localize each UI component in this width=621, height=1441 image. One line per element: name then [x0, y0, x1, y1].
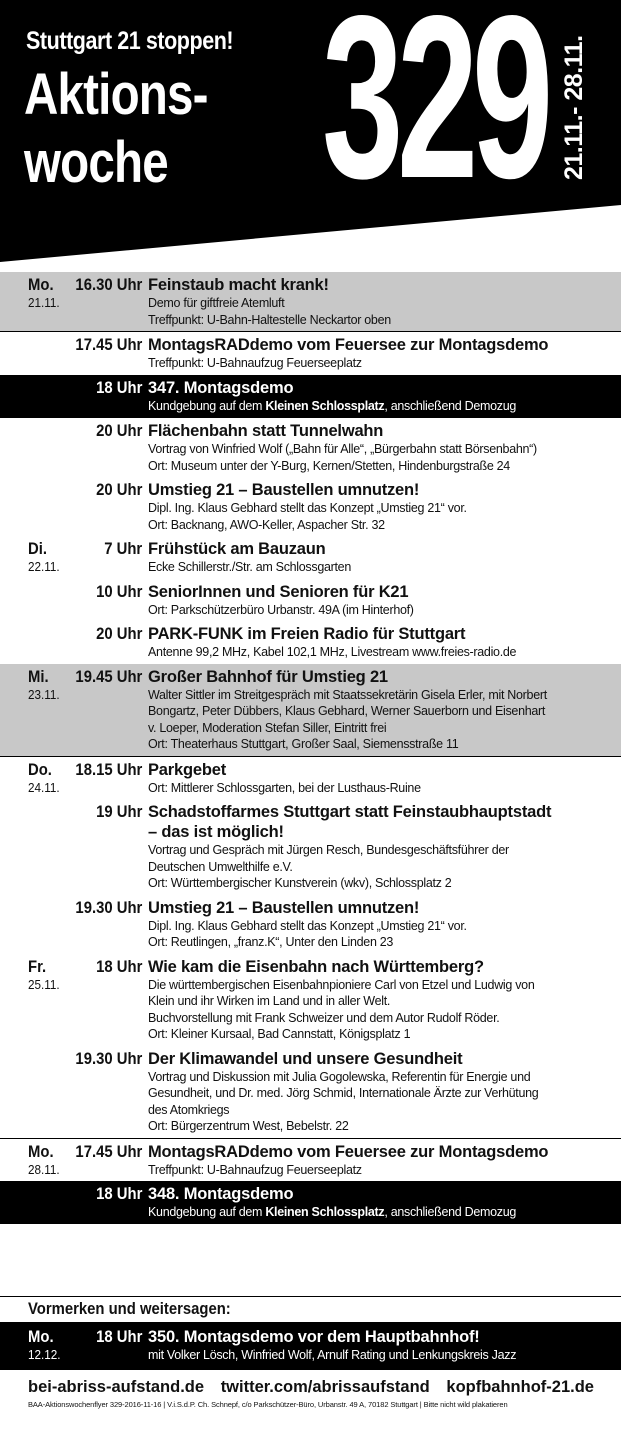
event-description-line: v. Loeper, Moderation Stefan Siller, Eintritt frei [148, 720, 387, 735]
event-when [0, 1142, 148, 1179]
event-description-line: Vortrag von Winfried Wolf („Bahn für Alle“, „Bürgerbahn statt Börsenbahn“) [148, 442, 537, 456]
event-row [0, 536, 621, 579]
event-description-line: Ort: Parkschützerbüro Urbanstr. 49A (im Hinterhof) [148, 602, 414, 617]
event-title: SeniorInnen und Senioren für K21 [148, 582, 409, 601]
event-title-continued: – das ist möglich! [148, 823, 284, 841]
event-row [0, 331, 621, 375]
event-when [0, 802, 148, 892]
event-details [148, 957, 613, 1043]
event-date: 22.11. [28, 559, 60, 574]
save-the-date-label: Vormerken und weitersagen: [28, 1300, 231, 1318]
event-title: Umstieg 21 – Baustellen umnutzen! [148, 898, 420, 917]
event-details [148, 1184, 613, 1221]
event-title: MontagsRADdemo vom Feuersee zur Montagsdemo [148, 336, 549, 354]
event-description-line: Dipl. Ing. Klaus Gebhard stellt das Konzept „Umstieg 21“ vor. [148, 918, 467, 933]
event-time: 20 Uhr [95, 422, 142, 440]
event-time: 18 Uhr [95, 957, 142, 976]
event-description-line: Dipl. Ing. Klaus Gebhard stellt das Konzept „Umstieg 21“ vor. [148, 501, 467, 515]
event-row [0, 272, 621, 331]
event-date: 12.12. [28, 1347, 61, 1362]
event-details [148, 1049, 613, 1135]
event-title: Frühstück am Bauzaun [148, 540, 326, 558]
event-day: Mi. [28, 667, 49, 686]
event-description-line: Ort: Backnang, AWO-Keller, Aspacher Str. 32 [148, 517, 385, 532]
event-description-line: Ort: Reutlingen, „franz.K“, Unter den Linden 23 [148, 935, 394, 949]
event-description-line: Vortrag und Gespräch mit Jürgen Resch, Bundesgeschäftsführer der [148, 843, 509, 857]
event-description-line: Treffpunkt: U-Bahn-Haltestelle Neckartor oben [148, 312, 391, 327]
event-description-line: Demo für giftfreie Atemluft [148, 296, 285, 310]
event-when [0, 275, 148, 328]
event-time: 20 Uhr [95, 481, 142, 499]
event-when [0, 539, 148, 576]
event-description-line: Buchvorstellung mit Frank Schweizer und dem Autor Rudolf Röder. [148, 1010, 500, 1025]
event-row [0, 756, 621, 800]
event-description-line [148, 1204, 613, 1221]
description-text: Kundgebung auf dem [148, 398, 266, 413]
event-details [148, 624, 613, 661]
event-time: 18 Uhr [95, 378, 142, 397]
event-day: Mo. [28, 276, 54, 294]
event-when [0, 421, 148, 474]
event-details [148, 1142, 613, 1179]
event-when [0, 480, 148, 533]
event-title: Parkgebet [148, 760, 226, 779]
event-row [0, 375, 621, 418]
event-title: 350. Montagsdemo vor dem Hauptbahnhof! [148, 1328, 480, 1346]
event-title: Flächenbahn statt Tunnelwahn [148, 422, 384, 440]
event-title: 347. Montagsdemo [148, 378, 294, 397]
event-details [148, 1327, 613, 1367]
event-date: 25.11. [28, 976, 60, 992]
link-kopfbahnhof[interactable]: kopfbahnhof-21.de [446, 1378, 594, 1396]
event-description-line: Ort: Museum unter der Y-Burg, Kernen/Stetten, Hindenburgstraße 24 [148, 458, 510, 473]
event-row [0, 1046, 621, 1138]
event-description-line: des Atomkriegs [148, 1102, 230, 1117]
event-when [0, 1184, 148, 1221]
event-details [148, 378, 613, 415]
final-event [0, 1322, 621, 1370]
event-title: Wie kam die Eisenbahn nach Württemberg? [148, 957, 484, 976]
event-description-line: Ort: Kleiner Kursaal, Bad Cannstatt, Königsplatz 1 [148, 1027, 411, 1041]
imprint: BAA-Aktionswochenflyer 329-2016-11-16 | V.i.S.d.P. Ch. Schnepf, c/o Parkschützer-Büro, Urbanstr. 49 A, 70182 Stuttgart | Bitte nicht wild plakatieren [28, 1400, 508, 1409]
event-details [148, 582, 613, 619]
event-title: 348. Montagsdemo [148, 1185, 294, 1203]
event-time: 17.45 Uhr [75, 1142, 142, 1161]
event-row [0, 954, 621, 1046]
event-time: 18.15 Uhr [75, 760, 142, 779]
event-details [148, 667, 613, 753]
event-description-line: mit Volker Lösch, Winfried Wolf, Arnulf Rating und Lenkungskreis Jazz [148, 1348, 517, 1362]
event-row [0, 895, 621, 954]
event-when [0, 898, 148, 951]
event-when [0, 624, 148, 661]
event-details [148, 335, 613, 372]
event-when [0, 1327, 148, 1367]
event-title: Feinstaub macht krank! [148, 276, 329, 294]
event-details [148, 760, 613, 797]
event-description-line: Ort: Württembergischer Kunstverein (wkv), Schlossplatz 2 [148, 876, 452, 890]
event-title: MontagsRADdemo vom Feuersee zur Montagsdemo [148, 1142, 549, 1161]
event-description-line: Walter Sittler im Streitgespräch mit Staatssekretärin Gisela Erler, mit Norbert [148, 687, 547, 702]
event-list [0, 272, 621, 1224]
event-time: 18 Uhr [95, 1328, 142, 1346]
event-when [0, 335, 148, 372]
event-details [148, 480, 613, 533]
event-day: Fr. [28, 957, 47, 976]
link-twitter[interactable]: twitter.com/abrissaufstand [220, 1378, 430, 1396]
event-day: Di. [28, 540, 47, 558]
event-time: 19.30 Uhr [75, 1049, 142, 1068]
event-time: 19.45 Uhr [75, 667, 142, 686]
event-time: 19.30 Uhr [75, 898, 142, 917]
event-when [0, 760, 148, 797]
header-date-range: 21.11.- 28.11. [560, 35, 588, 180]
event-day: Do. [28, 760, 52, 779]
event-description-line: Treffpunkt: U-Bahnaufzug Feuerseeplatz [148, 356, 362, 370]
event-description-line: Die württembergischen Eisenbahnpioniere Carl von Etzel und Ludwig von [148, 977, 535, 992]
event-row [0, 579, 621, 622]
header-slogan: Stuttgart 21 stoppen! [26, 27, 234, 55]
event-time: 7 Uhr [104, 540, 142, 558]
event-when [0, 582, 148, 619]
event-time: 19 Uhr [95, 803, 142, 821]
header-week-number: 329 [322, 0, 547, 227]
event-when [0, 1049, 148, 1135]
header-title-line2: woche [24, 130, 168, 195]
event-description-line: Ort: Theaterhaus Stuttgart, Großer Saal, Siemensstraße 11 [148, 737, 459, 751]
event-date: 21.11. [28, 295, 60, 310]
description-text: , anschließend Demozug [384, 1205, 517, 1219]
event-details [148, 802, 613, 892]
event-description-line [148, 398, 613, 415]
event-date: 23.11. [28, 686, 60, 702]
event-when [0, 667, 148, 753]
event-row [0, 621, 621, 664]
event-when [0, 957, 148, 1043]
event-description-line: Antenne 99,2 MHz, Kabel 102,1 MHz, Livestream www.freies-radio.de [148, 645, 517, 659]
event-description-line: Ecke Schillerstr./Str. am Schlossgarten [148, 560, 351, 574]
description-text: Kundgebung auf dem [148, 1205, 266, 1219]
event-details [148, 421, 613, 474]
event-row [0, 1322, 621, 1370]
event-date: 28.11. [28, 1161, 60, 1177]
event-description-line: Bongartz, Peter Dübbers, Klaus Gebhard, Werner Sauerborn und Eisenhart [148, 704, 546, 718]
event-description-line: Vortrag und Diskussion mit Julia Gogolewska, Referentin für Energie und [148, 1069, 531, 1084]
event-details [148, 898, 613, 951]
event-description-line: Ort: Mittlerer Schlossgarten, bei der Lusthaus-Ruine [148, 780, 421, 795]
event-day: Mo. [28, 1142, 54, 1161]
description-location: Kleinen Schlossplatz [265, 398, 385, 413]
event-time: 18 Uhr [95, 1185, 142, 1203]
event-row [0, 1138, 621, 1182]
event-row [0, 477, 621, 536]
event-details [148, 275, 613, 328]
event-title: Der Klimawandel und unsere Gesundheit [148, 1049, 463, 1068]
event-time: 10 Uhr [95, 582, 142, 601]
event-time: 16.30 Uhr [75, 276, 142, 294]
event-title: Umstieg 21 – Baustellen umnutzen! [148, 481, 420, 499]
link-bei-abriss-aufstand[interactable]: bei-abriss-aufstand.de [28, 1378, 205, 1396]
footer [0, 1374, 621, 1441]
event-row [0, 799, 621, 895]
event-description-line: Treffpunkt: U-Bahnaufzug Feuerseeplatz [148, 1162, 362, 1177]
event-time: 17.45 Uhr [75, 336, 142, 354]
event-description-line: Gesundheit, und Dr. med. Jörg Schmid, Internationale Ärzte zur Verhütung [148, 1086, 539, 1100]
event-title: PARK-FUNK im Freien Radio für Stuttgart [148, 625, 466, 643]
save-the-date-heading [0, 1296, 621, 1323]
event-title: Großer Bahnhof für Umstieg 21 [148, 667, 388, 686]
event-row [0, 1181, 621, 1224]
description-location: Kleinen Schlossplatz [265, 1205, 385, 1219]
event-description-line: Ort: Bürgerzentrum West, Bebelstr. 22 [148, 1119, 349, 1133]
event-row [0, 417, 621, 477]
header-banner [0, 0, 621, 262]
description-text: , anschließend Demozug [384, 398, 517, 413]
event-description-line: Klein und ihr Wirken im Land und in aller Welt. [148, 994, 391, 1008]
event-description-line: Deutschen Umwelthilfe e.V. [148, 859, 293, 874]
event-date: 24.11. [28, 779, 60, 795]
header-title-line1: Aktions- [24, 62, 208, 127]
event-details [148, 539, 613, 576]
event-title: Schadstoffarmes Stuttgart statt Feinstaubhauptstadt [148, 803, 552, 821]
event-day: Mo. [28, 1328, 54, 1346]
event-time: 20 Uhr [95, 625, 142, 643]
footer-links [28, 1378, 594, 1397]
event-row [0, 664, 621, 756]
event-when [0, 378, 148, 415]
